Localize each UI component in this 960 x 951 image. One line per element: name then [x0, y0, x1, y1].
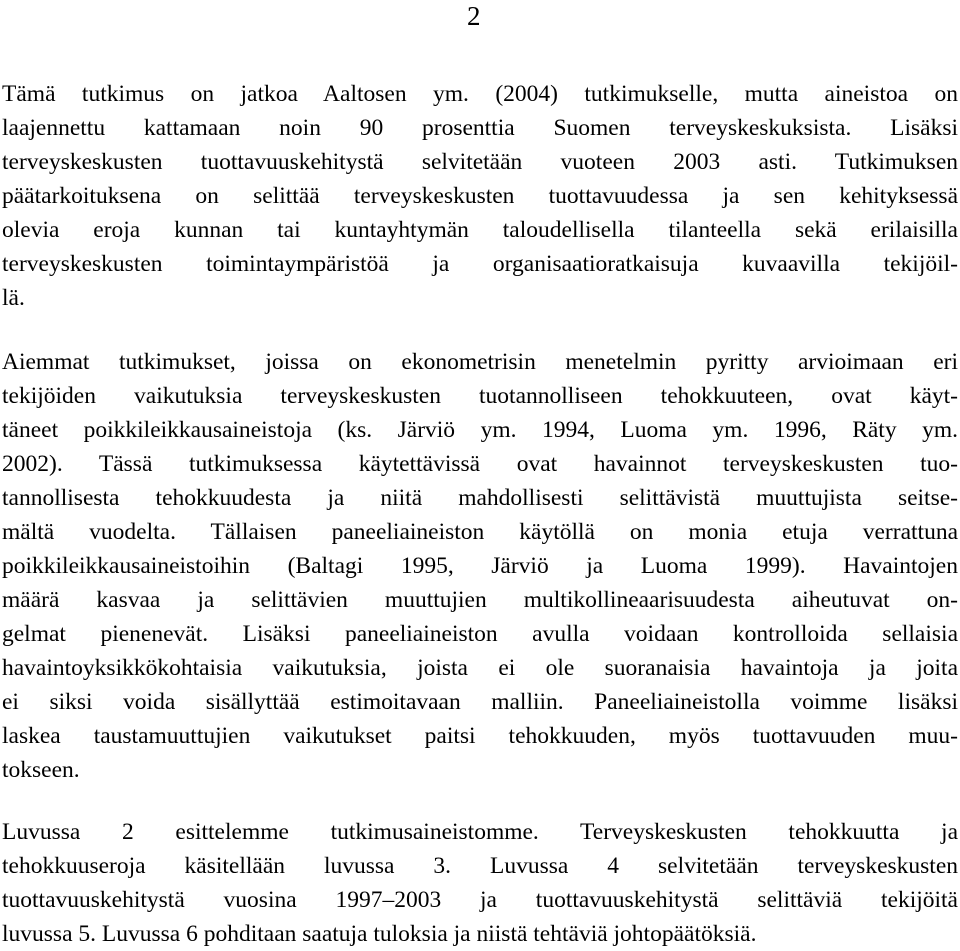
text-line: terveyskeskusten tuottavuuskehitystä selvitetään vuoteen 2003 asti. Tutkimuksen	[2, 149, 958, 175]
text-line: olevia eroja kunnan tai kuntayhtymän taloudellisella tilanteella sekä erilaisilla	[2, 217, 958, 243]
text-line: mältä vuodelta. Tällaisen paneeliaineiston käytöllä on monia etuja verrattuna	[2, 519, 958, 545]
text-line: Tämä tutkimus on jatkoa Aaltosen ym. (2004) tutkimukselle, mutta aineistoa on	[2, 81, 958, 107]
text-line: terveyskeskusten toimintaympäristöä ja organisaatioratkaisuja kuvaavilla tekijöil-	[2, 251, 958, 277]
text-line: tannollisesta tehokkuudesta ja niitä mahdollisesti selittävistä muuttujista seitse-	[2, 485, 958, 511]
text-line: havaintoyksikkökohtaisia vaikutuksia, joista ei ole suoranaisia havaintoja ja joita	[2, 655, 958, 681]
text-line: lä.	[2, 285, 25, 311]
text-line: gelmat pienenevät. Lisäksi paneeliaineiston avulla voidaan kontrolloida sellaisia	[2, 621, 958, 647]
text-line: Aiemmat tutkimukset, joissa on ekonometrisin menetelmin pyritty arvioimaan eri	[2, 349, 958, 375]
text-line: Luvussa 2 esittelemme tutkimusaineistomme. Terveyskeskusten tehokkuutta ja	[2, 819, 958, 845]
text-line: päätarkoituksena on selittää terveyskeskusten tuottavuudessa ja sen kehityksessä	[2, 183, 958, 209]
text-line: ei siksi voida sisällyttää estimoitavaan malliin. Paneeliaineistolla voimme lisäksi	[2, 689, 958, 715]
paragraph-intro	[2, 77, 958, 315]
text-line: laskea taustamuuttujien vaikutukset paitsi tehokkuuden, myös tuottavuuden muu-	[2, 723, 958, 749]
text-line: määrä kasvaa ja selittävien muuttujien multikollineaarisuudesta aiheutuvat on-	[2, 587, 958, 613]
text-line: tekijöiden vaikutuksia terveyskeskusten tuotannolliseen tehokkuuteen, ovat käyt-	[2, 383, 958, 409]
text-line: tehokkuuseroja käsitellään luvussa 3. Luvussa 4 selvitetään terveyskeskusten	[2, 853, 958, 879]
document-body	[2, 77, 958, 951]
text-line: tuottavuuskehitystä vuosina 1997–2003 ja tuottavuuskehitystä selittäviä tekijöitä	[2, 887, 958, 913]
paragraph-outline	[2, 815, 958, 951]
text-line: laajennettu kattamaan noin 90 prosenttia Suomen terveyskeskuksista. Lisäksi	[2, 115, 958, 141]
text-line: luvussa 5. Luvussa 6 pohditaan saatuja tuloksia ja niistä tehtäviä johtopäätöksiä.	[2, 921, 757, 947]
text-line: poikkileikkausaineistoihin (Baltagi 1995, Järviö ja Luoma 1999). Havaintojen	[2, 553, 958, 579]
paragraph-previous-studies	[2, 345, 958, 787]
page-number: 2	[467, 1, 481, 31]
text-line: tokseen.	[2, 757, 80, 783]
paragraph-spacer	[2, 315, 958, 345]
text-line: 2002). Tässä tutkimuksessa käytettävissä ovat havainnot terveyskeskusten tuo-	[2, 451, 958, 477]
text-line: täneet poikkileikkausaineistoja (ks. Järviö ym. 1994, Luoma ym. 1996, Räty ym.	[2, 417, 958, 443]
paragraph-spacer	[2, 787, 958, 815]
